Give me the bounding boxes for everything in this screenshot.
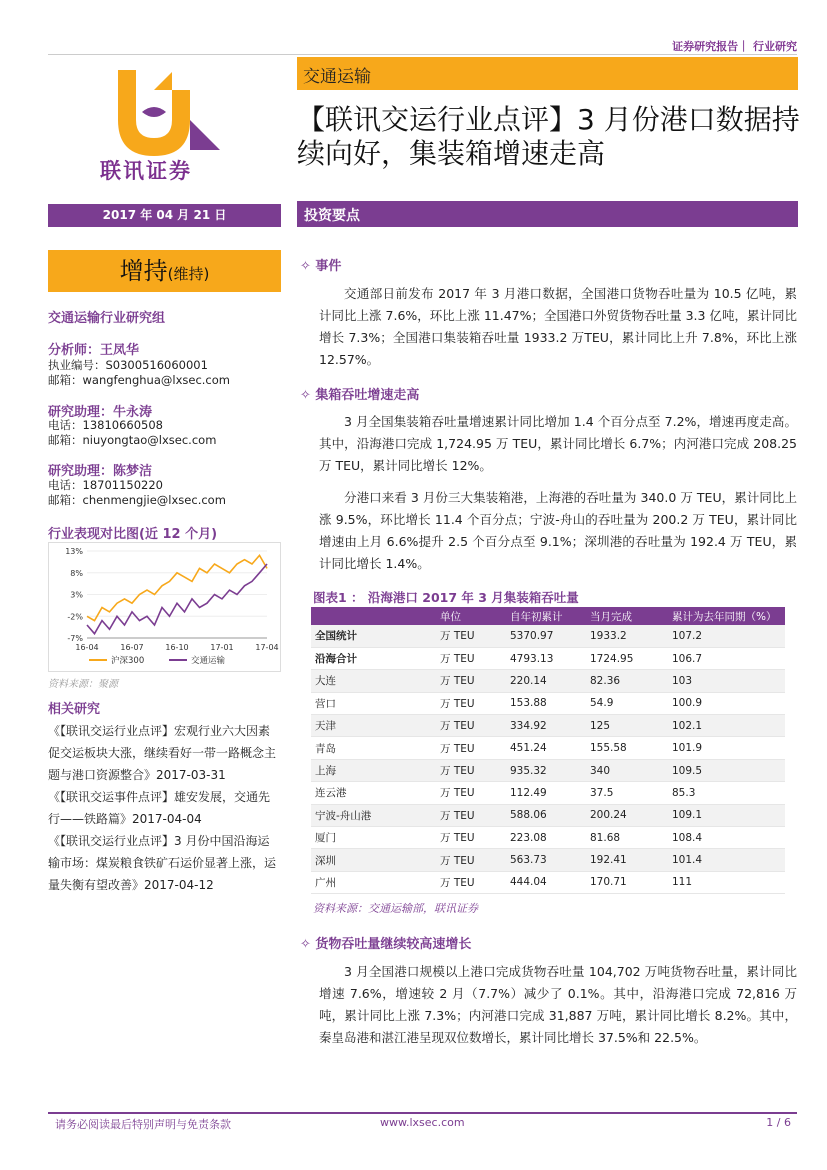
table-row: [311, 692, 785, 714]
table-cell: 109.5: [668, 759, 785, 781]
table-cell: 万 TEU: [436, 759, 506, 781]
section-cargo-head: ✧ 货物吞吐量继续较高速增长: [300, 937, 472, 952]
table-cell: 54.9: [586, 692, 668, 714]
section-container-head: ✧ 集箱吞吐增速走高: [300, 388, 420, 403]
report-title: 【联讯交运行业点评】3 月份港口数据持续向好，集装箱增速走高: [297, 103, 800, 170]
table-cell: 万 TEU: [436, 782, 506, 804]
sector-label: 交通运输: [303, 67, 371, 87]
table-cell: 192.41: [586, 849, 668, 871]
container-table: [311, 607, 785, 894]
table-cell: 万 TEU: [436, 715, 506, 737]
rating-sub: (维持): [167, 265, 210, 283]
table-cell: 101.9: [668, 737, 785, 759]
table-cell: 大连: [311, 670, 436, 692]
rating-main: 增持: [119, 257, 168, 285]
header-tag: 证券研究报告｜ 行业研究: [672, 40, 797, 53]
table-header-cell: 单位: [436, 607, 506, 625]
table-cell: 223.08: [506, 827, 586, 849]
chart-box: [48, 542, 281, 672]
table-cell: 444.04: [506, 871, 586, 893]
assistant1-phone: 电话：13810660508: [48, 418, 163, 432]
legend-label: 交通运输: [191, 656, 226, 666]
table-cell: 220.14: [506, 670, 586, 692]
table-cell: 沿海合计: [311, 647, 436, 669]
table-cell: 万 TEU: [436, 670, 506, 692]
sector-bar: [297, 57, 798, 90]
x-tick-label: 16-10: [165, 643, 189, 652]
table-header-cell: 自年初累计: [506, 607, 586, 625]
table-cell: 深圳: [311, 849, 436, 871]
y-tick-label: 3%: [70, 590, 83, 600]
assistant2-email[interactable]: 邮箱：chenmengjie@lxsec.com: [48, 493, 226, 507]
analyst-id: 执业编号：S0300516060001: [48, 358, 208, 372]
table-cell: 万 TEU: [436, 625, 506, 647]
table-cell: 营口: [311, 692, 436, 714]
series-line-0: [87, 555, 267, 620]
table-caption: 图表1 ： 沿海港口 2017 年 3 月集装箱吞吐量: [313, 590, 579, 605]
x-tick-label: 16-04: [75, 643, 99, 652]
table-source: 资料来源：交通运输部，联讯证券: [313, 902, 478, 915]
footer-disclaimer[interactable]: 请务必阅读最后特别声明与免责条款: [55, 1118, 231, 1131]
table-cell: 109.1: [668, 804, 785, 826]
table-cell: 563.73: [506, 849, 586, 871]
section-container-para1: 3 月全国集装箱吞吐量增速累计同比增加 1.4 个百分点至 7.2%，增速再度走高。其中，沿海港口完成 1,724.95 万 TEU，累计同比增长 6.7%；内河港口完成 208.25 万 TEU，累计同比增长 12%。: [319, 414, 797, 473]
table-cell: 1933.2: [586, 625, 668, 647]
table-cell: 1724.95: [586, 647, 668, 669]
table-cell: 102.1: [668, 715, 785, 737]
chart-source: 资料来源：聚源: [48, 679, 118, 690]
table-cell: 107.2: [668, 625, 785, 647]
header-rule: [48, 54, 797, 55]
table-cell: 82.36: [586, 670, 668, 692]
y-tick-label: -7%: [67, 634, 83, 643]
table-row: [311, 804, 785, 826]
table-row: [311, 759, 785, 781]
table-cell: 全国统计: [311, 625, 436, 647]
table-cell: 万 TEU: [436, 647, 506, 669]
table-cell: 万 TEU: [436, 871, 506, 893]
invest-label: 投资要点: [304, 208, 360, 224]
table-row: [311, 827, 785, 849]
table-cell: 340: [586, 759, 668, 781]
table-cell: 万 TEU: [436, 692, 506, 714]
table-row: [311, 625, 785, 647]
table-cell: 111: [668, 871, 785, 893]
table-cell: 200.24: [586, 804, 668, 826]
table-cell: 4793.13: [506, 647, 586, 669]
footer-rule: [48, 1112, 797, 1114]
table-cell: 青岛: [311, 737, 436, 759]
table-row: [311, 647, 785, 669]
table-row: [311, 782, 785, 804]
table-cell: 万 TEU: [436, 849, 506, 871]
y-tick-label: -2%: [67, 612, 83, 622]
section-event-head: ✧ 事件: [300, 259, 342, 274]
table-row: [311, 871, 785, 893]
table-cell: 108.4: [668, 827, 785, 849]
series-line-1: [87, 564, 267, 634]
footer-page: 1 / 6: [766, 1116, 791, 1129]
table-cell: 100.9: [668, 692, 785, 714]
table-header-row: [311, 607, 785, 625]
x-tick-label: 16-07: [120, 643, 144, 652]
table-cell: 厦门: [311, 827, 436, 849]
table-cell: 万 TEU: [436, 804, 506, 826]
legend-label: 沪深300: [111, 656, 145, 666]
table-cell: 155.58: [586, 737, 668, 759]
footer-url[interactable]: www.lxsec.com: [380, 1116, 465, 1129]
x-tick-label: 17-04: [255, 643, 279, 652]
table-row: [311, 849, 785, 871]
related-item[interactable]: 《【联讯交运行业点评】3 月份中国沿海运输市场：煤炭粮食铁矿石运价显著上涨，运量失衡有望改善》2017-04-12: [48, 834, 277, 892]
performance-chart: [49, 543, 280, 671]
table-cell: 万 TEU: [436, 827, 506, 849]
table-cell: 334.92: [506, 715, 586, 737]
analyst-email[interactable]: 邮箱：wangfenghua@lxsec.com: [48, 373, 230, 387]
assistant2-title: 研究助理：陈梦洁: [48, 464, 153, 479]
assistant1-email[interactable]: 邮箱：niuyongtao@lxsec.com: [48, 433, 217, 447]
table-header-cell: 累计为去年同期（%）: [668, 607, 785, 625]
table-cell: 5370.97: [506, 625, 586, 647]
table-row: [311, 737, 785, 759]
table-cell: 37.5: [586, 782, 668, 804]
table-header-cell: [311, 607, 436, 625]
report-date: 2017 年 04 月 21 日: [48, 204, 281, 227]
section-cargo-para: 3 月全国港口规模以上港口完成货物吞吐量 104,702 万吨货物吞吐量，累计同比增速 7.6%，增速较 2 月（7.7%）减少了 0.1%。其中，沿海港口完成 72,816 万吨，累计同比上涨 7.3%；内河港口完成 31,887 万吨，累计同比增长 8.2%。其中，秦皇岛港和湛江港呈现双位数增长，累计同比增长 37.5%和 22.5%。: [319, 964, 797, 1045]
table-cell: 宁波-舟山港: [311, 804, 436, 826]
assistant1-title: 研究助理：牛永涛: [48, 405, 153, 420]
section-event-para: 交通部日前发布 2017 年 3 月港口数据，全国港口货物吞吐量为 10.5 亿吨，累计同比上涨 7.6%，环比上涨 11.47%；全国港口外贸货物吞吐量 3.3 亿吨，累计同比增长 7.3%；全国港口集装箱吞吐量 1933.2 万TEU，累计同比上升 7.8%，环比上涨 12.57%。: [319, 286, 797, 367]
table-row: [311, 670, 785, 692]
assistant2-phone: 电话：18701150220: [48, 478, 163, 492]
related-title: 相关研究: [48, 702, 101, 717]
related-item[interactable]: 《【联讯交运行业点评】宏观行业六大因素促交运板块大涨，继续看好一带一路概念主题与港口资源整合》2017-03-31: [48, 724, 277, 782]
research-group: 交通运输行业研究组: [48, 311, 166, 326]
table-cell: 85.3: [668, 782, 785, 804]
table-header-cell: 当月完成: [586, 607, 668, 625]
y-tick-label: 8%: [70, 568, 83, 578]
table-cell: 125: [586, 715, 668, 737]
table-cell: 451.24: [506, 737, 586, 759]
table-cell: 上海: [311, 759, 436, 781]
x-tick-label: 17-01: [210, 643, 234, 652]
table-cell: 广州: [311, 871, 436, 893]
table-cell: 连云港: [311, 782, 436, 804]
y-tick-label: 13%: [65, 547, 83, 556]
table-cell: 103: [668, 670, 785, 692]
chart-title: 行业表现对比图(近 12 个月): [48, 527, 218, 542]
table-cell: 588.06: [506, 804, 586, 826]
rating-box: [48, 250, 281, 292]
table-row: [311, 715, 785, 737]
section-container-para2: 分港口来看 3 月份三大集装箱港，上海港的吞吐量为 340.0 万 TEU，累计同比上涨 9.5%，环比增长 11.4 个百分点；宁波-舟山的吞吐量为 200.2 万 TEU，累计同比增速由上月 6.6%提升 2.5 个百分点至 9.1%；深圳港的吞吐量为 192.4 万 TEU，累计同比增长 1.4%。: [319, 490, 797, 571]
related-item[interactable]: 《【联讯交运事件点评】雄安发展，交通先行——铁路篇》2017-04-04: [48, 790, 271, 826]
table-cell: 153.88: [506, 692, 586, 714]
table-cell: 170.71: [586, 871, 668, 893]
table-cell: 935.32: [506, 759, 586, 781]
table-cell: 112.49: [506, 782, 586, 804]
table-cell: 106.7: [668, 647, 785, 669]
table-cell: 万 TEU: [436, 737, 506, 759]
logo-text: 联讯证券: [100, 158, 192, 183]
table-cell: 101.4: [668, 849, 785, 871]
analyst-title: 分析师：王凤华: [48, 343, 140, 358]
invest-bar: [297, 201, 798, 227]
table-cell: 天津: [311, 715, 436, 737]
table-cell: 81.68: [586, 827, 668, 849]
